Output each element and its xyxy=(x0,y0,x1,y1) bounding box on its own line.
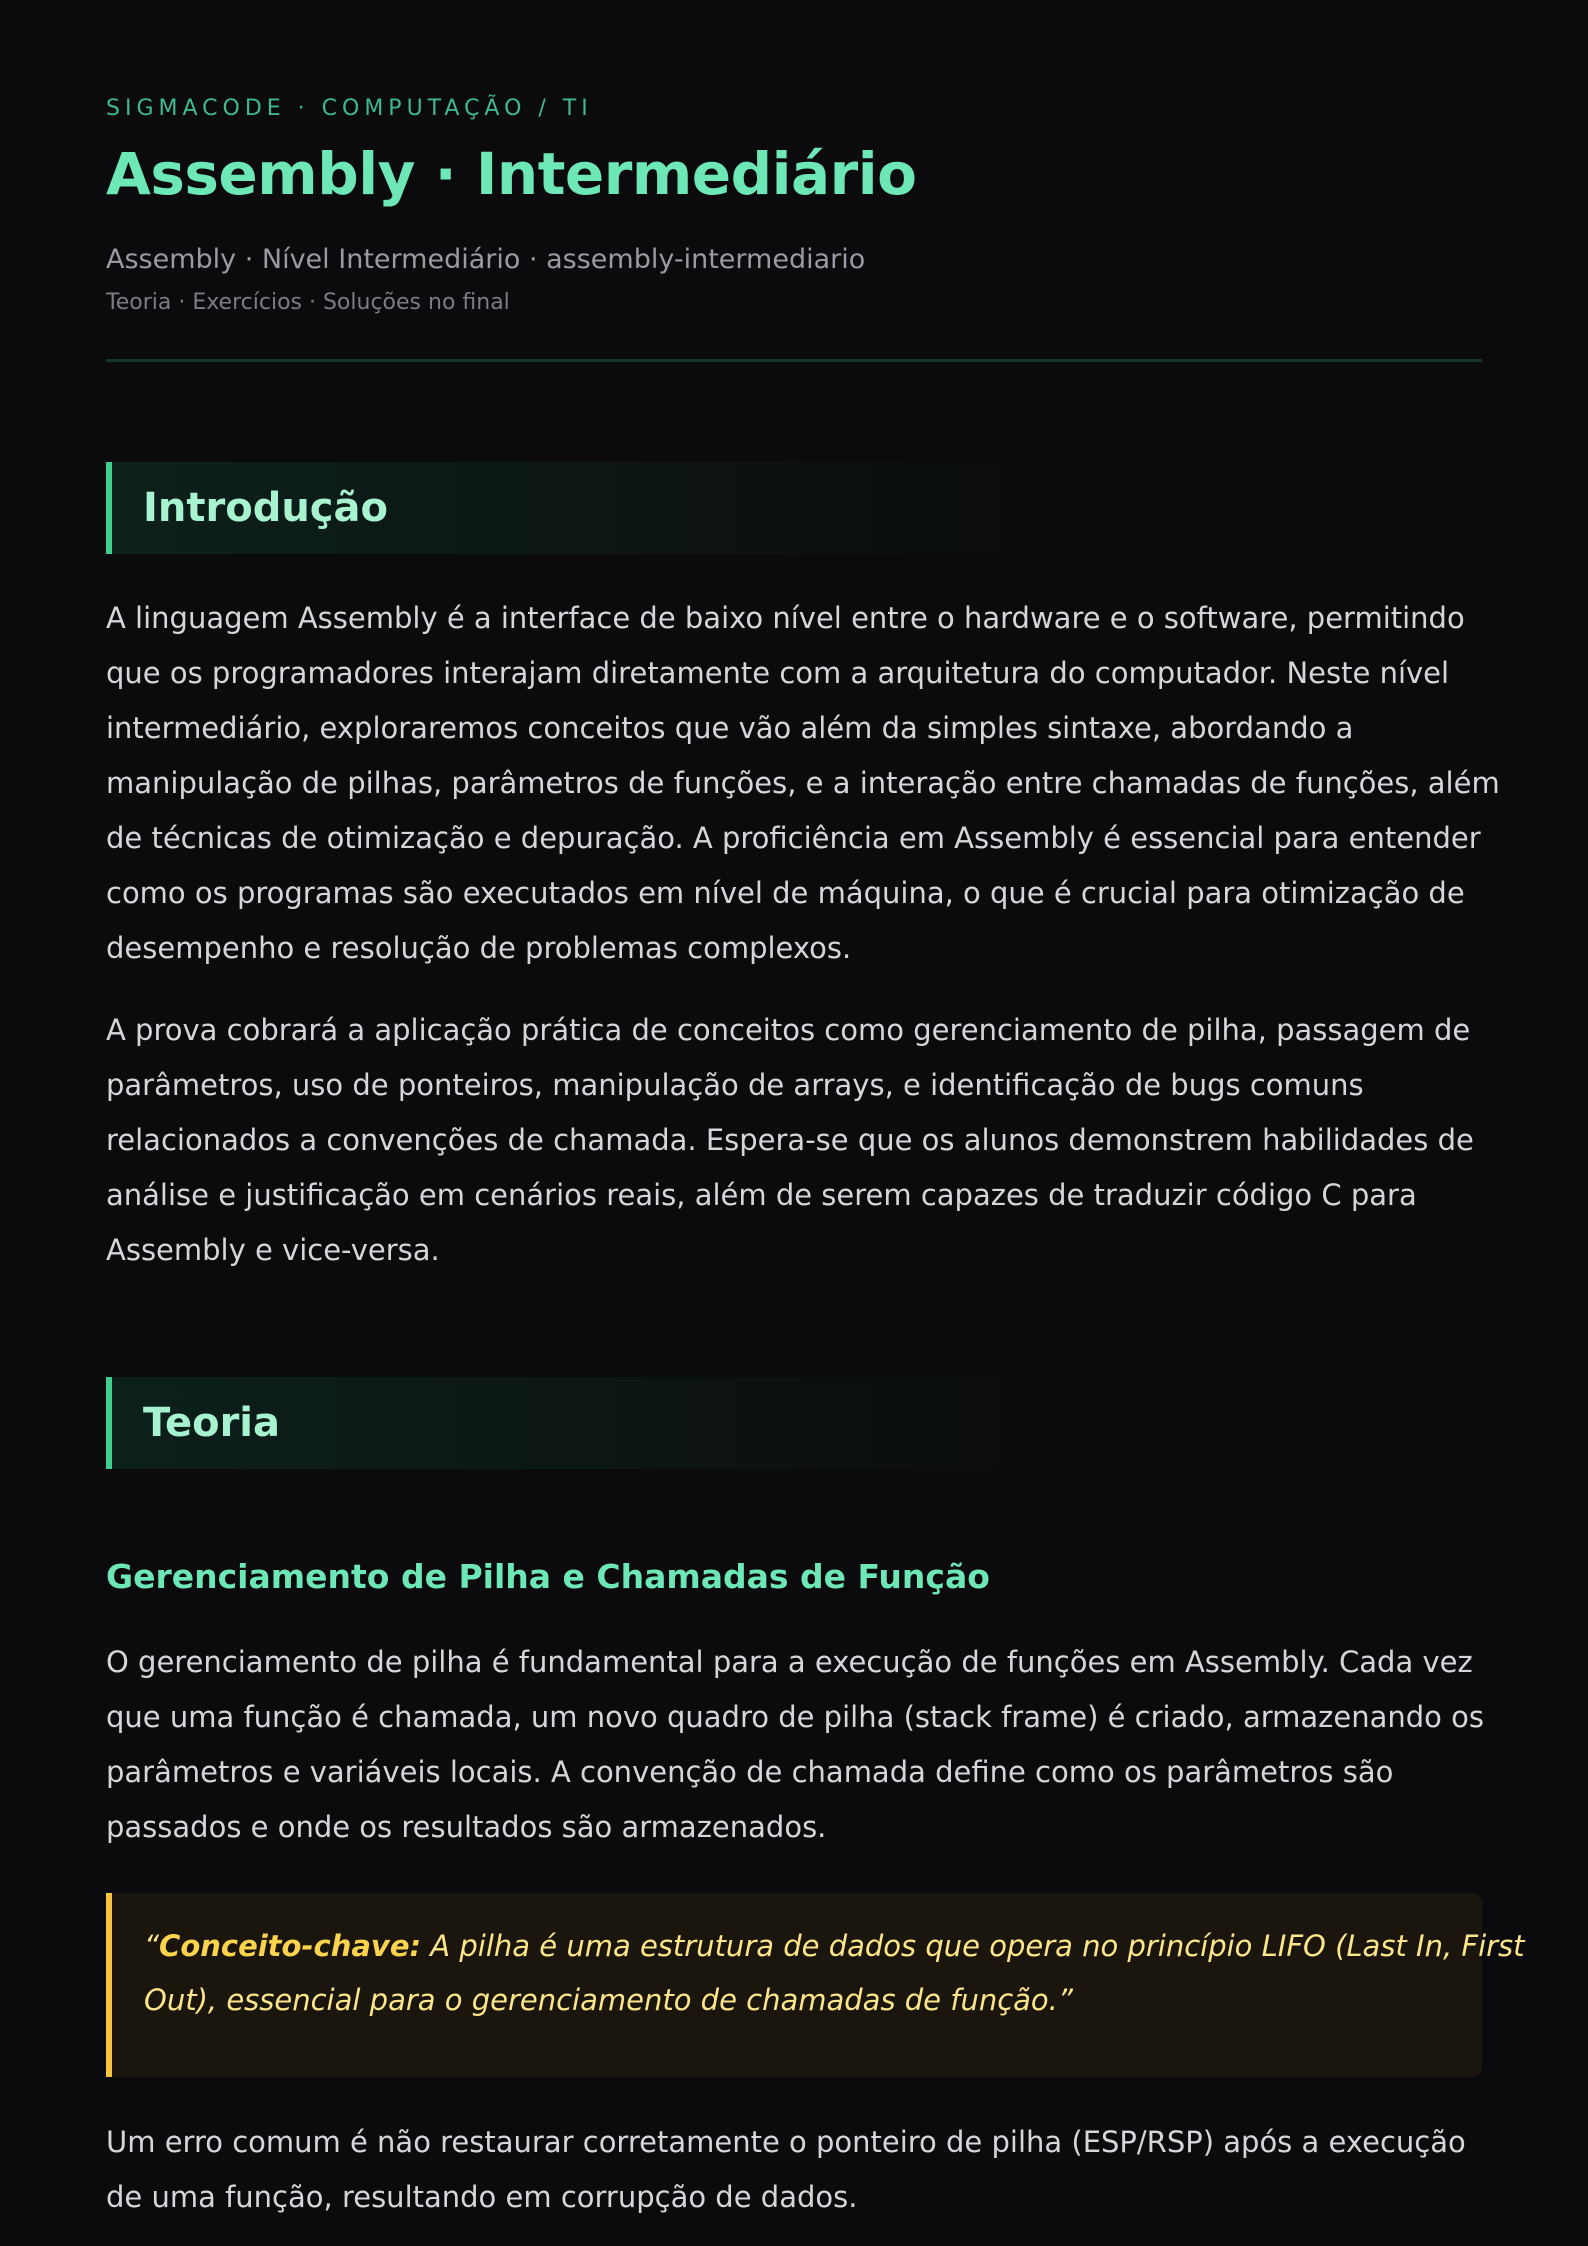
page-meta: Teoria · Exercícios · Soluções no final xyxy=(106,290,510,315)
site-eyebrow: SIGMACODE · COMPUTAÇÃO / TI xyxy=(106,96,593,121)
paragraph-line: relacionados a convenções de chamada. Espera-se que os alunos demonstrem habilidades de xyxy=(106,1123,1474,1157)
intro-paragraph-1 xyxy=(106,591,1500,976)
paragraph-line: intermediário, exploraremos conceitos que vão além da simples sintaxe, abordando a xyxy=(106,711,1354,745)
callout-line-2 xyxy=(144,1973,1525,2027)
callout-line-1-text: A pilha é uma estrutura de dados que opera no princípio LIFO (Last In, First xyxy=(421,1929,1525,1963)
paragraph-line: que os programadores interajam diretamente com a arquitetura do computador. Neste nível xyxy=(106,656,1450,690)
paragraph-line: desempenho e resolução de problemas complexos. xyxy=(106,931,852,965)
section-title-introducao: Introdução xyxy=(143,485,388,531)
paragraph-line: A prova cobrará a aplicação prática de conceitos como gerenciamento de pilha, passagem de xyxy=(106,1013,1471,1047)
paragraph-line: manipulação de pilhas, parâmetros de funções, e a interação entre chamadas de funções, além xyxy=(106,766,1500,800)
close-quote: ” xyxy=(1057,1983,1073,2017)
section-title-teoria: Teoria xyxy=(143,1400,281,1446)
paragraph-line: parâmetros, uso de ponteiros, manipulação de arrays, e identificação de bugs comuns xyxy=(106,1068,1364,1102)
header-divider xyxy=(106,359,1482,362)
section-heading-introducao xyxy=(106,462,1066,554)
open-quote: “ xyxy=(144,1929,160,1963)
paragraph-line: que uma função é chamada, um novo quadro de pilha (stack frame) é criado, armazenando os xyxy=(106,1700,1484,1734)
paragraph-line: Um erro comum é não restaurar corretamente o ponteiro de pilha (ESP/RSP) após a execução xyxy=(106,2125,1466,2159)
theory-paragraph-1 xyxy=(106,1635,1482,1855)
page-title: Assembly · Intermediário xyxy=(106,140,917,208)
paragraph-line: O gerenciamento de pilha é fundamental para a execução de funções em Assembly. Cada vez xyxy=(106,1645,1473,1679)
callout-line-1 xyxy=(144,1919,1525,1973)
key-concept-callout xyxy=(106,1893,1525,2077)
page-subtitle: Assembly · Nível Intermediário · assembly-intermediario xyxy=(106,244,866,275)
paragraph-line: de uma função, resultando em corrupção de dados. xyxy=(106,2180,858,2214)
callout-line-2-text: Out), essencial para o gerenciamento de chamadas de função. xyxy=(144,1983,1058,2017)
paragraph-line: passados e onde os resultados são armazenados. xyxy=(106,1810,827,1844)
paragraph-line: Assembly e vice-versa. xyxy=(106,1233,440,1267)
callout-label: Conceito-chave: xyxy=(159,1929,422,1963)
paragraph-line: de técnicas de otimização e depuração. A proficiência em Assembly é essencial para entender xyxy=(106,821,1481,855)
theory-paragraph-2 xyxy=(106,2115,1482,2225)
intro-paragraph-2 xyxy=(106,1003,1482,1278)
subsection-title-pilha: Gerenciamento de Pilha e Chamadas de Função xyxy=(106,1557,990,1596)
paragraph-line: A linguagem Assembly é a interface de baixo nível entre o hardware e o software, permitindo xyxy=(106,601,1465,635)
paragraph-line: parâmetros e variáveis locais. A convenção de chamada define como os parâmetros são xyxy=(106,1755,1394,1789)
section-heading-teoria xyxy=(106,1377,1066,1469)
paragraph-line: como os programas são executados em nível de máquina, o que é crucial para otimização de xyxy=(106,876,1465,910)
paragraph-line: análise e justificação em cenários reais, além de serem capazes de traduzir código C para xyxy=(106,1178,1417,1212)
callout-text xyxy=(144,1919,1525,2027)
